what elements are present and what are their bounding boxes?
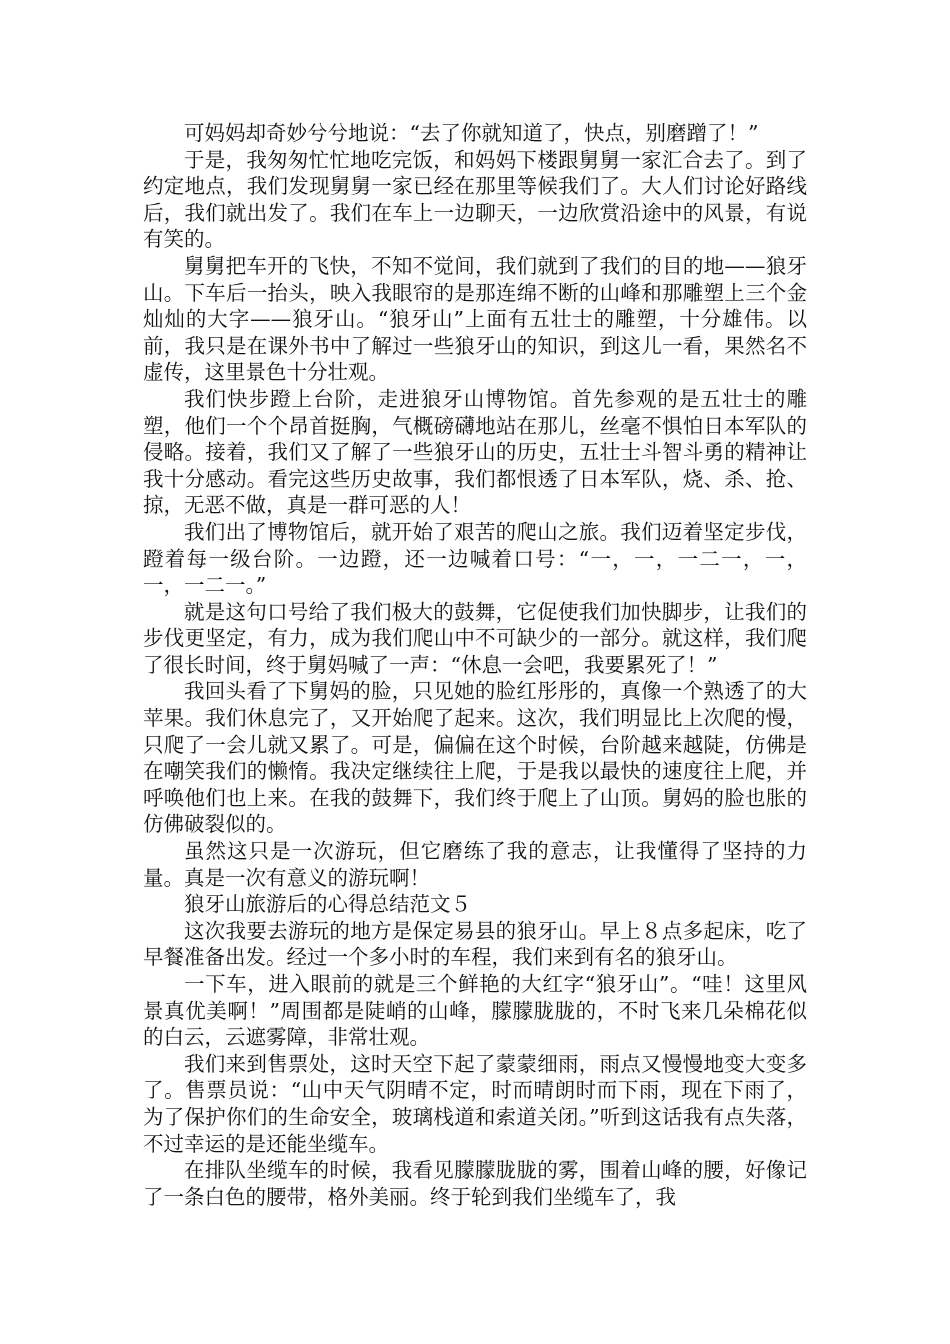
- paragraph: 在排队坐缆车的时候，我看见朦朦胧胧的雾，围着山峰的腰，好像记了一条白色的腰带，格外美丽。终于轮到我们坐缆车了，我: [143, 1158, 807, 1209]
- paragraph: 一下车，进入眼前的就是三个鲜艳的大红字“狼牙山”。“哇！这里风景真优美啊！”周围都是陡峭的山峰，朦朦胧胧的，不时飞来几朵棉花似的白云，云遮雾障，非常壮观。: [143, 972, 807, 1050]
- paragraph: 就是这句口号给了我们极大的鼓舞，它促使我们加快脚步，让我们的步伐更坚定，有力，成为我们爬山中不可缺少的一部分。就这样，我们爬了很长时间，终于舅妈喊了一声：“休息一会吧，我要累死了！”: [143, 599, 807, 677]
- paragraph: 于是，我匆匆忙忙地吃完饭，和妈妈下楼跟舅舅一家汇合去了。到了约定地点，我们发现舅舅一家已经在那里等候我们了。大人们讨论好路线后，我们就出发了。我们在车上一边聊天，一边欣赏沿途中的风景，有说有笑的。: [143, 147, 807, 252]
- section-title: 狼牙山旅游后的心得总结范文５: [184, 892, 471, 917]
- paragraph: 虽然这只是一次游玩，但它磨练了我的意志，让我懂得了坚持的力量。真是一次有意义的游玩啊！: [143, 839, 807, 890]
- document-body: [143, 120, 807, 1210]
- paragraph: 我们来到售票处，这时天空下起了蒙蒙细雨，雨点又慢慢地变大变多了。售票员说：“山中天气阴晴不定，时而晴朗时而下雨，现在下雨了，为了保护你们的生命安全，玻璃栈道和索道关闭。”听到这话我有点失落，不过幸运的是还能坐缆车。: [143, 1051, 807, 1156]
- paragraph: 舅舅把车开的飞快，不知不觉间，我们就到了我们的目的地——狼牙山。下车后一抬头，映入我眼帘的是那连绵不断的山峰和那雕塑上三个金灿灿的大字——狼牙山。“狼牙山”上面有五壮士的雕塑，十分雄伟。以前，我只是在课外书中了解过一些狼牙山的知识，到这儿一看，果然名不虚传，这里景色十分壮观。: [143, 253, 807, 385]
- paragraph: 可妈妈却奇妙兮兮地说：“去了你就知道了，快点，别磨蹭了！”: [184, 121, 759, 145]
- paragraph: 我回头看了下舅妈的脸，只见她的脸红彤彤的，真像一个熟透了的大苹果。我们休息完了，又开始爬了起来。这次，我们明显比上次爬的慢，只爬了一会儿就又累了。可是，偏偏在这个时候，台阶越来越陡，仿佛是在嘲笑我们的懒惰。我决定继续往上爬，于是我以最快的速度往上爬，并呼唤他们也上来。在我的鼓舞下，我们终于爬上了山顶。舅妈的脸也胀的仿佛破裂似的。: [143, 679, 807, 837]
- paragraph: 我们快步蹬上台阶，走进狼牙山博物馆。首先参观的是五壮士的雕塑，他们一个个昂首挺胸，气概磅礴地站在那儿，丝毫不惧怕日本军队的侵略。接着，我们又了解了一些狼牙山的历史，五壮士斗智斗勇的精神让我十分感动。看完这些历史故事，我们都恨透了日本军队，烧、杀、抢、掠，无恶不做，真是一群可恶的人！: [143, 386, 807, 518]
- paragraph: 我们出了博物馆后，就开始了艰苦的爬山之旅。我们迈着坚定步伐，蹬着每一级台阶。一边蹬，还一边喊着口号：“一，一，一二一，一，一，一二一。”: [143, 519, 807, 598]
- paragraph: 这次我要去游玩的地方是保定易县的狼牙山。早上８点多起床，吃了早餐准备出发。经过一个多小时的车程，我们来到有名的狼牙山。: [143, 918, 807, 970]
